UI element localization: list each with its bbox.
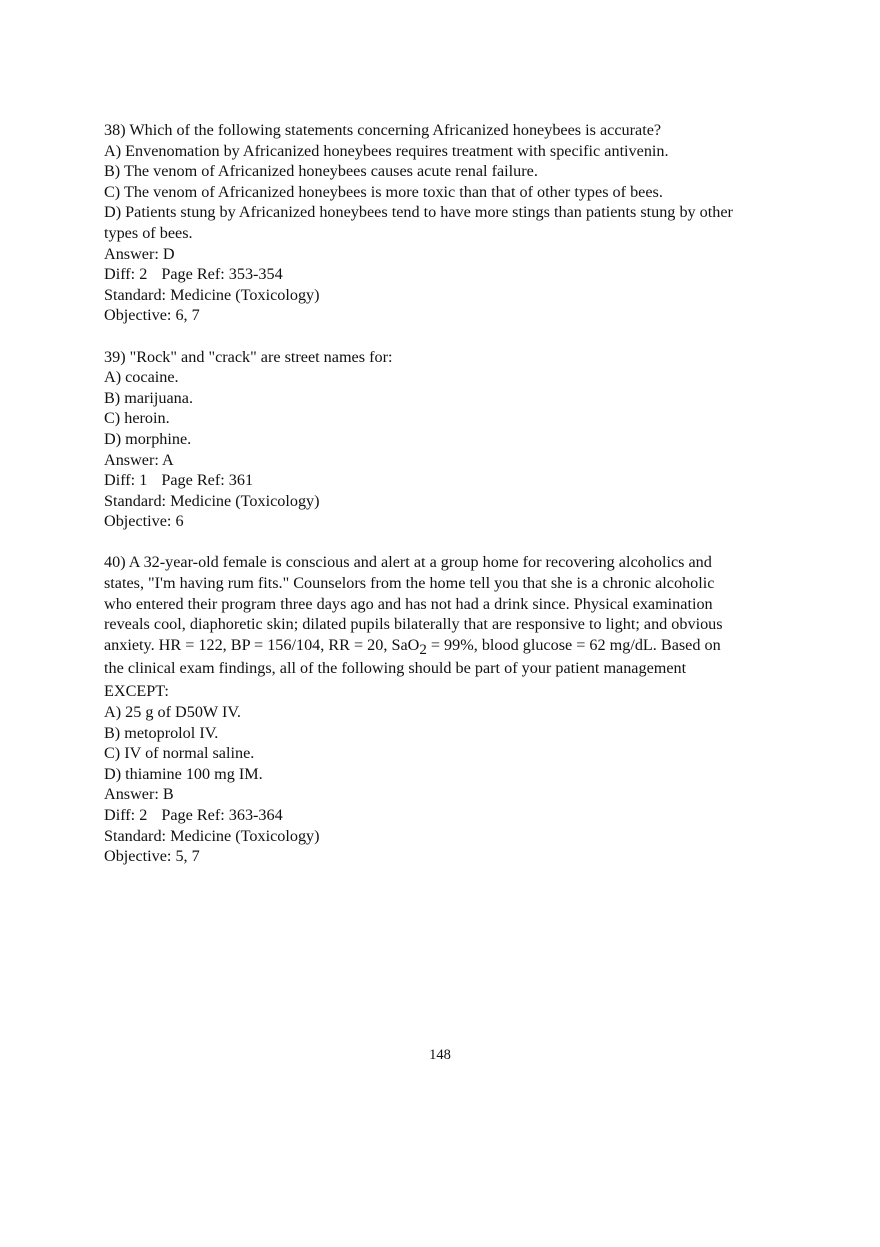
option-c: C) The venom of Africanized honeybees is more toxic than that of other types of bees.: [104, 182, 663, 201]
difficulty: Diff: 1: [104, 471, 148, 490]
standard: Standard: Medicine (Toxicology): [104, 491, 320, 510]
page-ref: Page Ref: 361: [161, 471, 254, 490]
difficulty: Diff: 2: [104, 265, 148, 284]
question-stem-line: the clinical exam findings, all of the following should be part of your patient management: [104, 659, 687, 678]
question-39: [104, 347, 784, 532]
standard: Standard: Medicine (Toxicology): [104, 826, 320, 845]
option-b: B) metoprolol IV.: [104, 723, 219, 742]
document-page: [104, 120, 784, 887]
option-c: C) heroin.: [104, 409, 170, 428]
question-38: [104, 120, 784, 326]
option-d-continued: types of bees.: [104, 223, 193, 242]
difficulty: Diff: 2: [104, 806, 148, 824]
page-ref: Page Ref: 363-364: [161, 806, 283, 824]
subscript: 2: [419, 641, 427, 658]
objective: Objective: 6: [104, 512, 184, 531]
question-stem: 39) "Rock" and "crack" are street names for:: [104, 347, 393, 366]
question-stem-line: 40) A 32-year-old female is conscious and alert at a group home for recovering alcoholics and: [104, 553, 712, 572]
option-d: D) Patients stung by Africanized honeybees tend to have more stings than patients stung by other: [104, 203, 733, 222]
option-a: A) cocaine.: [104, 368, 179, 387]
objective: Objective: 6, 7: [104, 306, 200, 325]
question-stem-line: who entered their program three days ago and has not had a drink since. Physical examination: [104, 594, 713, 613]
option-d: D) thiamine 100 mg IM.: [104, 764, 263, 783]
answer: Answer: D: [104, 244, 175, 263]
option-b: B) The venom of Africanized honeybees causes acute renal failure.: [104, 162, 538, 181]
option-b: B) marijuana.: [104, 388, 193, 407]
vitals-line: [104, 635, 784, 656]
objective: Objective: 5, 7: [104, 847, 200, 866]
option-a: A) 25 g of D50W IV.: [104, 703, 241, 722]
page-ref: Page Ref: 353-354: [161, 265, 283, 284]
question-stem-line: reveals cool, diaphoretic skin; dilated pupils bilaterally that are responsive to light; and obvious: [104, 615, 723, 634]
vitals-text: anxiety. HR = 122, BP = 156/104, RR = 20, SaO: [104, 635, 420, 654]
answer: Answer: B: [104, 785, 174, 804]
diff-pageref: [104, 470, 784, 491]
answer: Answer: A: [104, 450, 174, 469]
standard: Standard: Medicine (Toxicology): [104, 285, 320, 304]
diff-pageref: [104, 805, 784, 826]
page-number: 148: [429, 1047, 451, 1063]
question-stem: 38) Which of the following statements concerning Africanized honeybees is accurate?: [104, 121, 662, 139]
option-d: D) morphine.: [104, 429, 192, 448]
option-a: A) Envenomation by Africanized honeybees requires treatment with specific antivenin.: [104, 141, 669, 160]
question-stem-line: EXCEPT:: [104, 682, 169, 701]
question-40: [104, 552, 784, 866]
question-stem-line: states, "I'm having rum fits." Counselors from the home tell you that she is a chronic alcoholic: [104, 574, 715, 593]
option-c: C) IV of normal saline.: [104, 744, 255, 763]
diff-pageref: [104, 264, 784, 285]
vitals-text-rest: = 99%, blood glucose = 62 mg/dL. Based on: [426, 635, 721, 654]
